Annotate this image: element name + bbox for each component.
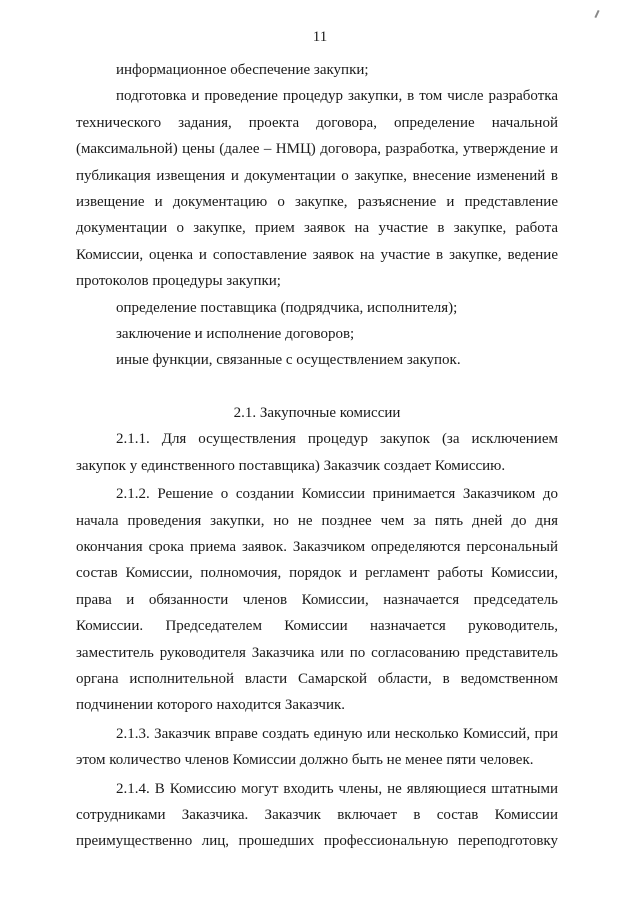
paragraph: 2.1.2. Решение о создании Комиссии принимается Заказчиком до начала проведения закупки, но не позднее чем за пять дней до дня окончания срока приема заявок. Заказчиком определяются персональный состав Комиссии, полномочия, порядок и регламент работы Комиссии, права и обязанности членов Комиссии, назначается председатель Комиссии. Председателем Комиссии назначается руководитель, заместитель руководителя Заказчика или по согласованию представитель органа исполнительной власти Самарской области, в ведомственном подчинении которого находится Заказчик.	[76, 486, 558, 714]
list-item: подготовка и проведение процедур закупки, в том числе разработка технического задания, проекта договора, определение начальной (максимальной) цены (далее – НМЦ) договора, разработка, утверждение и публикация извещения и документации о закупке, внесение изменений в извещение и документацию о закупке, разъяснение и представление документации о закупке, прием заявок на участие в закупке, работа Комиссии, оценка и сопоставление заявок на участие в закупке, ведение протоколов процедуры закупки;	[76, 88, 558, 290]
paragraph: 2.1.1. Для осуществления процедур закупок (за исключением закупок у единственного поставщика) Заказчик создает Комиссию.	[76, 431, 558, 474]
paragraph: 2.1.4. В Комиссию могут входить члены, не являющиеся штатными сотрудниками Заказчика. Заказчик включает в состав Комиссии преимущественно лиц, прошедших профессиональную переподготовку	[76, 780, 558, 850]
list-item: информационное обеспечение закупки;	[116, 62, 369, 78]
scan-mark	[594, 10, 599, 18]
paragraph: 2.1.3. Заказчик вправе создать единую или несколько Комиссий, при этом количество членов Комиссии должно быть не менее пяти человек.	[76, 725, 558, 769]
list-item: определение поставщика (подрядчика, исполнителя);	[116, 299, 458, 316]
page-number: 11	[312, 29, 328, 45]
section-heading: 2.1. Закупочные комиссии	[233, 404, 401, 421]
list-item: заключение и исполнение договоров;	[116, 326, 355, 343]
document-body	[76, 57, 558, 855]
list-item: иные функции, связанные с осуществлением закупок.	[116, 352, 461, 369]
